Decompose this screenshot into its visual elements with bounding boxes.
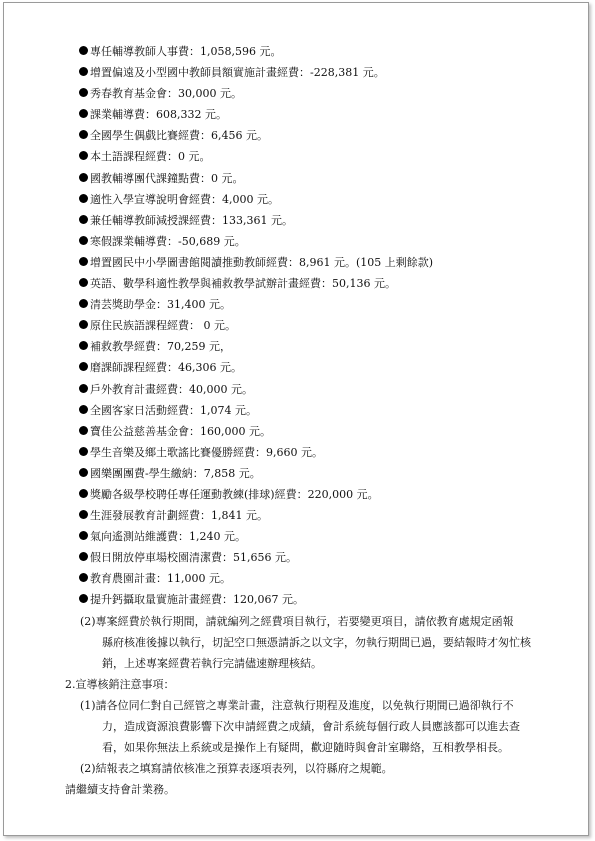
bullet-icon <box>79 299 88 308</box>
budget-item <box>4 252 590 273</box>
section-2-p1-line-1: (1)請各位同仁對自己經管之專業計畫，注意執行期程及進度，以免執行期間已過卻執行不 <box>80 698 514 712</box>
budget-item <box>4 463 590 484</box>
budget-item-text: 專任輔導教師人事費：1,058,596 元。 <box>90 45 282 58</box>
bullet-icon <box>79 257 88 266</box>
section-2-p1-line-2: 力，造成資源浪費影響下次申請經費之成績，會計系統每個行政人員應該都可以進去查 <box>102 720 520 733</box>
bullet-icon <box>79 447 88 456</box>
bullet-icon <box>79 215 88 224</box>
document-page <box>3 2 589 836</box>
budget-item-text: 國樂團團費-學生繳納：7,858 元。 <box>90 466 261 480</box>
budget-item <box>4 526 590 547</box>
bullet-icon <box>79 552 88 561</box>
bullet-icon <box>79 320 88 329</box>
bullet-icon <box>79 236 88 245</box>
bullet-icon <box>79 173 88 182</box>
bullet-icon <box>79 46 88 55</box>
budget-item-text: 生涯發展教育計劃經費：1,841 元。 <box>90 509 268 523</box>
budget-item <box>4 273 590 294</box>
budget-item <box>4 41 590 62</box>
note-2-line-2: 縣府核准後據以執行，切記空口無憑請訴之以文字，勿執行期間已過，要結報時才匆忙核 <box>102 635 531 649</box>
bullet-icon <box>79 362 88 371</box>
budget-item <box>4 125 590 146</box>
budget-item <box>4 357 590 378</box>
bullet-icon <box>79 405 88 414</box>
note-2-line-3: 銷，上述專案經費若執行完請儘速辦理核結。 <box>102 656 322 670</box>
budget-item-text: 補救教學經費：70,259 元， <box>90 340 231 354</box>
budget-item <box>4 231 590 252</box>
budget-item-text: 獎勵各級學校聘任專任運動教練(排球)經費：220,000 元。 <box>90 487 379 501</box>
budget-item-text: 提升鈣攝取量實施計畫經費：120,067 元。 <box>90 593 304 607</box>
budget-item-text: 寒假課業輔導費：-50,689 元。 <box>90 234 246 248</box>
budget-item <box>4 168 590 189</box>
closing-line: 請繼續支持會計業務。 <box>65 783 175 797</box>
budget-item-text: 學生音樂及鄉土歌謠比賽優勝經費：9,660 元。 <box>90 445 323 459</box>
budget-item <box>4 104 590 125</box>
bullet-icon <box>79 573 88 582</box>
budget-item-text: 增置國民中小學圖書館閱讀推動教師經費：8,961 元。(105 上剩餘款) <box>90 255 434 269</box>
budget-item <box>4 189 590 210</box>
budget-item <box>4 421 590 442</box>
bullet-icon <box>79 67 88 76</box>
budget-item <box>4 315 590 336</box>
budget-item-text: 寶佳公益慈善基金會：160,000 元。 <box>90 424 271 438</box>
bullet-icon <box>79 341 88 350</box>
budget-item <box>4 294 590 315</box>
bullet-icon <box>79 489 88 498</box>
bullet-icon <box>79 468 88 477</box>
bullet-icon <box>79 151 88 160</box>
budget-item-text: 氣向遙測站維護費：1,240 元。 <box>90 530 246 544</box>
bullet-icon <box>79 194 88 203</box>
budget-item-text: 假日開放停車場校園清潔費：51,656 元。 <box>90 551 297 565</box>
budget-item <box>4 442 590 463</box>
budget-item-text: 本土語課程經費：0 元。 <box>90 150 211 164</box>
note-2-line-1: (2)專案經費於執行期間，請就編列之經費項目執行，若要變更項目，請依教育處規定函報 <box>80 614 514 628</box>
budget-item <box>4 210 590 231</box>
section-2-p2: (2)結報表之填寫請依核准之預算表逐項表列，以符縣府之規範。 <box>80 762 393 776</box>
budget-item <box>4 379 590 400</box>
budget-item-text: 增置偏遠及小型國中教師員額實施計畫經費：-228,381 元。 <box>90 66 385 80</box>
budget-item-text: 全國學生偶戲比賽經費：6,456 元。 <box>90 129 268 143</box>
budget-item-text: 適性入學宣導說明會經費：4,000 元。 <box>90 192 279 206</box>
bullet-icon <box>79 426 88 435</box>
budget-item <box>4 83 590 104</box>
budget-item-text: 戶外教育計畫經費：40,000 元。 <box>90 382 253 396</box>
budget-item-text: 原住民族語課程經費： 0 元。 <box>90 319 236 333</box>
budget-item <box>4 62 590 83</box>
budget-item-text: 秀春教育基金會：30,000 元。 <box>90 87 242 101</box>
budget-item-text: 兼任輔導教師減授課經費：133,361 元。 <box>90 213 293 227</box>
budget-item <box>4 400 590 421</box>
bullet-icon <box>79 109 88 118</box>
budget-item <box>4 505 590 526</box>
budget-item <box>4 484 590 505</box>
budget-item-text: 課業輔導費：608,332 元。 <box>90 108 227 122</box>
budget-item-text: 教育農園計畫：11,000 元。 <box>90 572 231 586</box>
budget-item <box>4 547 590 568</box>
budget-item <box>4 336 590 357</box>
section-2-heading: 2.宣導核銷注意事項： <box>65 677 175 691</box>
budget-item <box>4 146 590 167</box>
bullet-icon <box>79 384 88 393</box>
budget-item-text: 清芸獎助學金：31,400 元。 <box>90 298 231 312</box>
budget-item-text: 磨課師課程經費：46,306 元。 <box>90 361 242 375</box>
budget-item <box>4 568 590 589</box>
budget-item-text: 英語、數學科適性教學與補救教學試辦計畫經費：50,136 元。 <box>90 277 396 291</box>
bullet-icon <box>79 594 88 603</box>
document-content <box>4 41 590 800</box>
budget-item <box>4 589 590 610</box>
bullet-icon <box>79 130 88 139</box>
bullet-icon <box>79 88 88 97</box>
budget-item-text: 全國客家日活動經費：1,074 元。 <box>90 403 257 417</box>
budget-item-text: 國教輔導團代課鐘點費：0 元。 <box>90 171 244 185</box>
bullet-icon <box>79 510 88 519</box>
budget-item-list <box>4 41 590 611</box>
bullet-icon <box>79 278 88 287</box>
bullet-icon <box>79 531 88 540</box>
section-2-p1-line-3: 看，如果你無法上系統或是操作上有疑問，歡迎隨時與會計室聯絡，互相教學相長。 <box>102 741 509 755</box>
